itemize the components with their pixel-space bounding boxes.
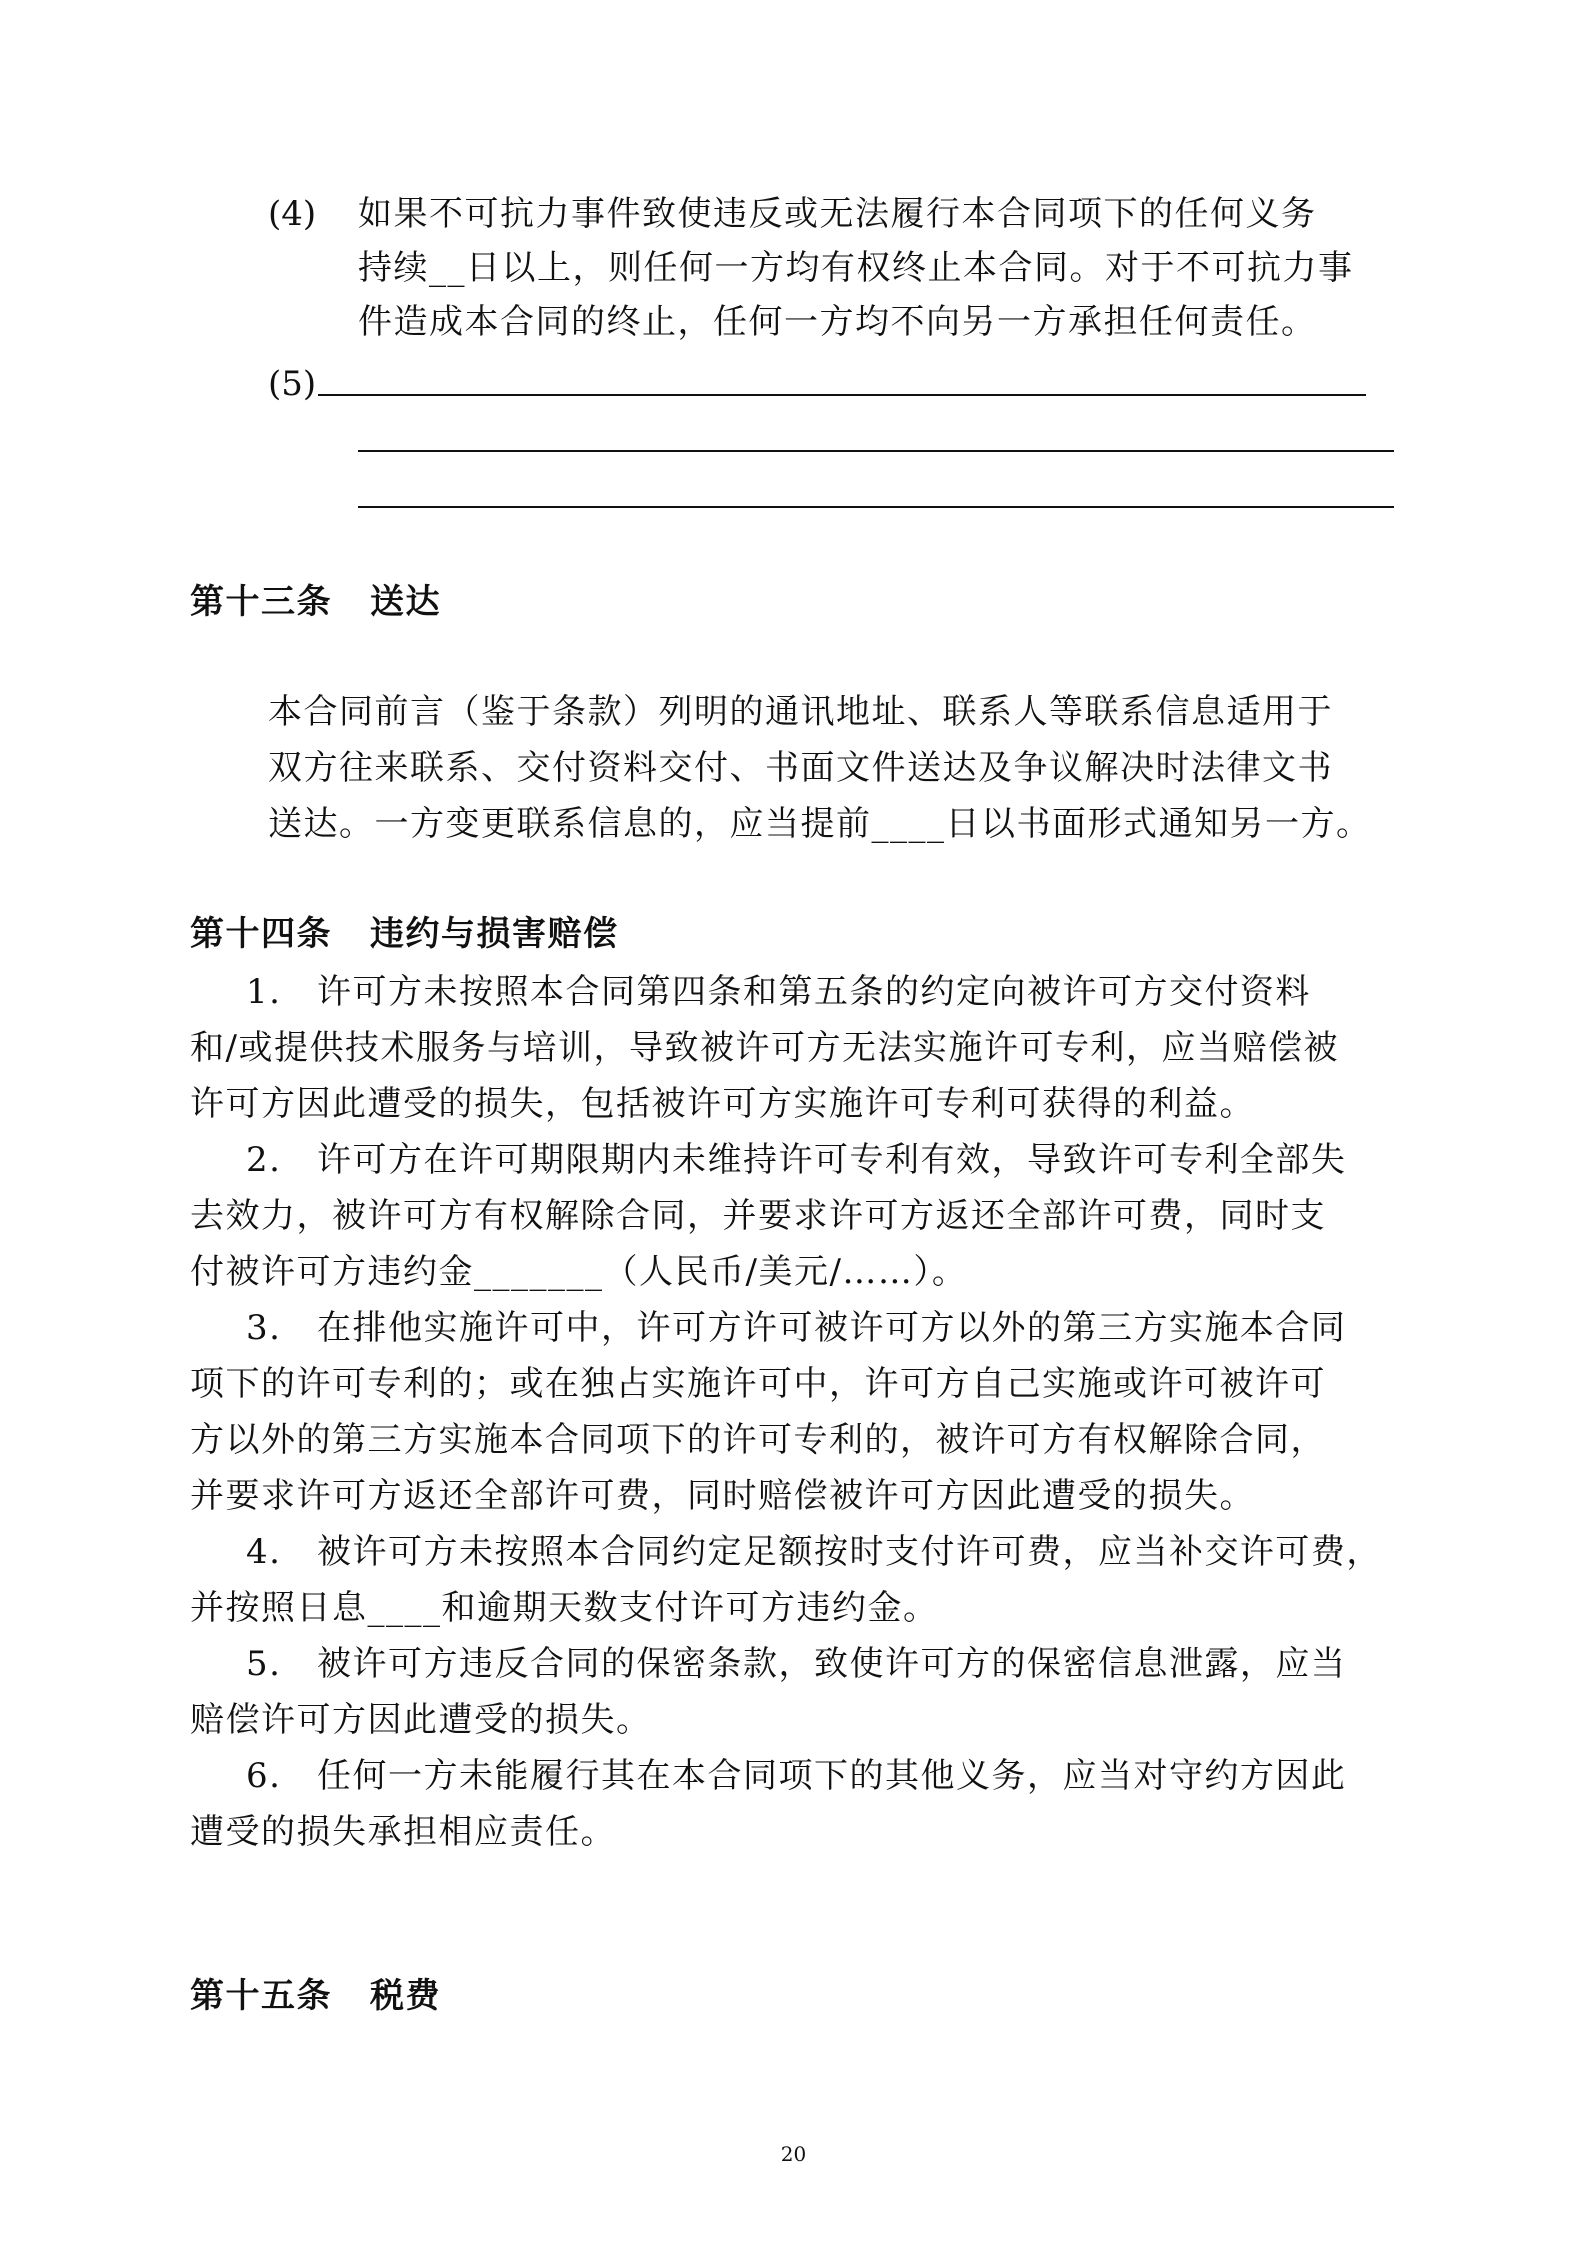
article-14-clause-5-line-1: 5. 被许可方违反合同的保密条款，致使许可方的保密信息泄露，应当 (246, 1644, 1347, 1684)
article-15-heading (190, 1976, 441, 2016)
article-13-heading (190, 582, 441, 622)
page-number: 20 (780, 2142, 807, 2166)
article-15-title: 税费 (370, 1976, 441, 2016)
article-14-clause-4-line-2: 并按照日息____和逾期天数支付许可方违约金。 (190, 1588, 939, 1628)
article-14-clause-3-line-4: 并要求许可方返还全部许可费，同时赔偿被许可方因此遭受的损失。 (190, 1476, 1255, 1516)
article-15-number: 第十五条 (190, 1976, 332, 2016)
article-13-line-3: 送达。一方变更联系信息的，应当提前____日以书面形式通知另一方。 (268, 804, 1372, 844)
item-4-label: (4) (268, 194, 317, 234)
article-14-clause-1-line-2: 和/或提供技术服务与培训，导致被许可方无法实施许可专利，应当赔偿被 (190, 1028, 1339, 1068)
article-14-clause-1-line-3: 许可方因此遭受的损失，包括被许可方实施许可专利可获得的利益。 (190, 1084, 1255, 1124)
article-14-clause-2-line-1: 2. 许可方在许可期限期内未维持许可专利有效，导致许可专利全部失 (246, 1140, 1347, 1180)
article-14-clause-4-line-1: 4. 被许可方未按照本合同约定足额按时支付许可费，应当补交许可费， (246, 1532, 1382, 1572)
article-13-title: 送达 (370, 582, 441, 622)
article-13-line-2: 双方往来联系、交付资料交付、书面文件送达及争议解决时法律文书 (268, 748, 1333, 788)
article-14-clause-5-line-2: 赔偿许可方因此遭受的损失。 (190, 1700, 652, 1740)
article-14-clause-2-line-2: 去效力，被许可方有权解除合同，并要求许可方返还全部许可费，同时支 (190, 1196, 1326, 1236)
article-14-title: 违约与损害赔偿 (370, 914, 619, 954)
article-13-number: 第十三条 (190, 582, 332, 622)
article-14-clause-6-line-1: 6. 任何一方未能履行其在本合同项下的其他义务，应当对守约方因此 (246, 1756, 1347, 1796)
item-5-blank-line-1 (318, 394, 1366, 396)
item-4-line-3: 件造成本合同的终止，任何一方均不向另一方承担任何责任。 (358, 302, 1317, 342)
item-5-blank-line-2 (358, 450, 1394, 452)
article-14-number: 第十四条 (190, 914, 332, 954)
article-14-clause-6-line-2: 遭受的损失承担相应责任。 (190, 1812, 616, 1852)
item-4-line-1: 如果不可抗力事件致使违反或无法履行本合同项下的任何义务 (358, 194, 1317, 234)
article-14-clause-3-line-1: 3. 在排他实施许可中，许可方许可被许可方以外的第三方实施本合同 (246, 1308, 1347, 1348)
item-5-label: (5) (268, 364, 317, 404)
article-13-line-1: 本合同前言（鉴于条款）列明的通讯地址、联系人等联系信息适用于 (268, 692, 1333, 732)
item-4-line-2: 持续__日以上，则任何一方均有权终止本合同。对于不可抗力事 (358, 248, 1354, 288)
article-14-heading (190, 914, 619, 954)
article-14-clause-2-line-3: 付被许可方违约金_______（人民币/美元/……）。 (190, 1252, 968, 1292)
article-14-clause-3-line-2: 项下的许可专利的；或在独占实施许可中，许可方自己实施或许可被许可 (190, 1364, 1326, 1404)
article-14-clause-1-line-1: 1. 许可方未按照本合同第四条和第五条的约定向被许可方交付资料 (246, 972, 1311, 1012)
item-5-blank-line-3 (358, 506, 1394, 508)
article-14-clause-3-line-3: 方以外的第三方实施本合同项下的许可专利的，被许可方有权解除合同， (190, 1420, 1326, 1460)
